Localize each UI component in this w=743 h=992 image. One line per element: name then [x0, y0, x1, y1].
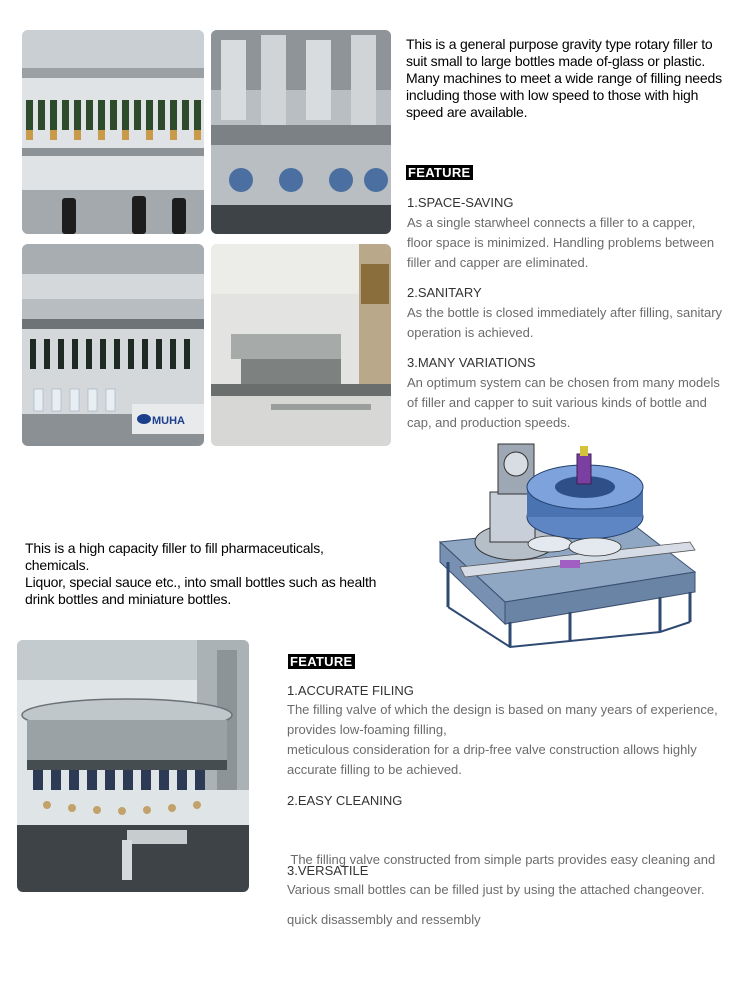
feature-title-space-saving: 1.SPACE-SAVING [407, 195, 514, 210]
photo-capper-top-right [211, 30, 391, 234]
intro-line: including those with low speed to those with high [406, 87, 699, 103]
feature-body-accurate-filing [287, 700, 737, 780]
intro-line: This is a general purpose gravity type rotary filler to [406, 36, 713, 52]
intro-line: speed are available. [406, 104, 528, 120]
feature-body-space-saving [407, 213, 737, 273]
feature-title-accurate-filing: 1.ACCURATE FILING [287, 683, 414, 698]
photo-brand-label: MUHA [152, 415, 185, 427]
feature-body-line: of filler and capper to suit various kinds of bottle and [407, 395, 707, 410]
photo-bottle-filler-top-left [22, 30, 204, 234]
feature-body-line: filler and capper are eliminated. [407, 255, 589, 270]
intro-line: chemicals. [25, 557, 90, 573]
feature-body-line: The filling valve of which the design is based on many years of experience, [287, 702, 718, 717]
photo-rotary-filler-bottom-left [22, 244, 204, 446]
intro-line: This is a high capacity filler to fill pharmaceuticals, [25, 540, 324, 556]
intro-line: drink bottles and miniature bottles. [25, 591, 232, 607]
feature-title-sanitary: 2.SANITARY [407, 285, 482, 300]
feature-body-many-variations [407, 373, 737, 433]
feature-body-sanitary [407, 303, 737, 343]
feature-body-line: floor space is minimized. Handling problems between [407, 235, 715, 250]
feature-body-line: meticulous consideration for a drip-free valve construction allows highly [287, 742, 697, 757]
feature-title-easy-cleaning: 2.EASY CLEANING [287, 793, 403, 808]
feature-body-line: cap, and production speeds. [407, 415, 571, 430]
feature-body-line: quick disassembly and ressembly [287, 912, 481, 927]
photo-high-capacity-filler [17, 640, 249, 892]
feature-body-line: operation is achieved. [407, 325, 534, 340]
intro-line: suit small to large bottles made of-glass or plastic. [406, 53, 706, 69]
feature-heading: FEATURE [290, 654, 353, 669]
feature-body-line: As a single starwheel connects a filler to a capper, [407, 215, 696, 230]
intro-line: Many machines to meet a wide range of filling needs [406, 70, 722, 86]
intro-line: Liquor, special sauce etc., into small bottles such as health [25, 574, 377, 590]
feature-body-line: Various small bottles can be filled just by using the attached changeover. [287, 882, 705, 897]
feature-body-line: The filling valve constructed from simple parts provides easy cleaning and [287, 852, 716, 867]
photo-filling-line-bottom-right [211, 244, 391, 446]
feature-title-many-variations: 3.MANY VARIATIONS [407, 355, 536, 370]
feature-body-line: accurate filling to be achieved. [287, 762, 462, 777]
feature-body-line: As the bottle is closed immediately after filling, sanitary [407, 305, 723, 320]
intro-high-capacity-filler [25, 540, 405, 608]
feature-body-versatile [287, 880, 737, 900]
feature-title-versatile: 3.VERSATILE [287, 863, 369, 878]
feature-heading: FEATURE [408, 165, 471, 180]
intro-general-filler [406, 36, 741, 121]
feature-body-line: provides low-foaming filling, [287, 722, 447, 737]
feature-body-line: An optimum system can be chosen from many models [407, 375, 720, 390]
machine-3d-drawing [420, 432, 720, 652]
